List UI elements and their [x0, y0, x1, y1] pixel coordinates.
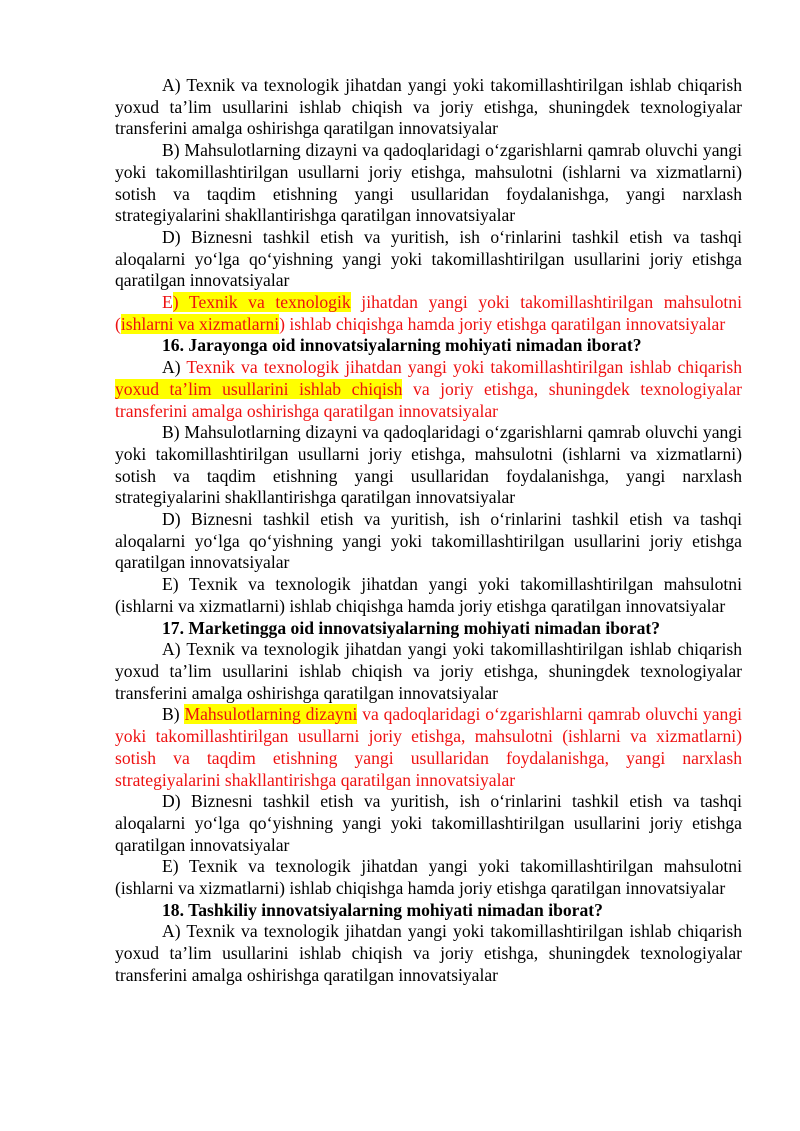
- option-a: A) Texnik va texnologik jihatdan yangi yoki takomillashtirilgan ishlab chiqarish yoxud ta’lim usullarini ishlab chiqish va joriy etishga, shuningdek texnologiyalar transferini amalga oshirishga qaratilgan innovatsiyalar: [115, 639, 742, 703]
- question-16: 16. Jarayonga oid innovatsiyalarning mohiyati nimadan iborat?: [162, 335, 642, 356]
- answer-text: va qadoqlaridagi o‘zgarishlarni qamrab oluvchi yangi yoki takomillashtirilgan usullarni joriy etishga, mahsulotni (ishlarni va xizmatlarni) sotish va taqdim etishning yangi usullaridan foydalanishga, yangi narxlash strategiyalarini shakllantirishga qaratilgan innovatsiyalar: [115, 704, 743, 790]
- highlighted-text: yoxud ta’lim usullarini ishlab chiqish: [115, 378, 403, 399]
- option-e: E) Texnik va texnologik jihatdan yangi yoki takomillashtirilgan mahsulotni (ishlarni va xizmatlarni) ishlab chiqishga hamda joriy etishga qaratilgan innovatsiyalar: [115, 574, 742, 616]
- answer-text: jihatdan yangi yoki takomillashtirilgan mahsulotni (: [115, 292, 742, 334]
- answer-text: Texnik va texnologik jihatdan yangi yoki takomillashtirilgan ishlab chiqarish: [186, 357, 742, 378]
- answer-text: ) ishlab chiqishga hamda joriy etishga qaratilgan innovatsiyalar: [279, 313, 726, 334]
- option-prefix: A): [162, 357, 187, 378]
- answer-text: E: [162, 292, 173, 313]
- option-a: A) Texnik va texnologik jihatdan yangi yoki takomillashtirilgan ishlab chiqarish yoxud ta’lim usullarini ishlab chiqish va joriy etishga, shuningdek texnologiyalar transferini amalga oshirishga qaratilgan innovatsiyalar: [115, 921, 742, 985]
- option-d: D) Biznesni tashkil etish va yuritish, ish o‘rinlarini tashkil etish va tashqi aloqalarni yo‘lga qo‘yishning yangi yoki takomillashtirilgan usullarini joriy etishga qaratilgan innovatsiyalar: [115, 791, 742, 855]
- highlighted-text: ishlarni va xizmatlarni: [120, 313, 280, 334]
- highlighted-text: ) Texnik va texnologik: [172, 292, 351, 313]
- option-a-correct: [115, 357, 742, 422]
- option-d: D) Biznesni tashkil etish va yuritish, ish o‘rinlarini tashkil etish va tashqi aloqalarni yo‘lga qo‘yishning yangi yoki takomillashtirilgan usullarini joriy etishga qaratilgan innovatsiyalar: [115, 509, 742, 573]
- question-17: 17. Marketingga oid innovatsiyalarning mohiyati nimadan iborat?: [162, 617, 661, 638]
- option-e: E) Texnik va texnologik jihatdan yangi yoki takomillashtirilgan mahsulotni (ishlarni va xizmatlarni) ishlab chiqishga hamda joriy etishga qaratilgan innovatsiyalar: [115, 856, 742, 899]
- answer-text: va joriy etishga, shuningdek texnologiyalar transferini amalga oshirishga qaratilgan innovatsiyalar: [115, 378, 742, 421]
- option-b: B) Mahsulotlarning dizayni va qadoqlaridagi o‘zgarishlarni qamrab oluvchi yangi yoki takomillashtirilgan usullarni joriy etishga, mahsulotni (ishlarni va xizmatlarni) sotish va taqdim etishning yangi usullaridan foydalanishga, yangi narxlash strategiyalarini shakllantirishga qaratilgan innovatsiyalar: [115, 140, 742, 226]
- option-e-correct: [115, 292, 742, 335]
- option-d: D) Biznesni tashkil etish va yuritish, ish o‘rinlarini tashkil etish va tashqi aloqalarni yo‘lga qo‘yishning yangi yoki takomillashtirilgan usullarini joriy etishga qaratilgan innovatsiyalar: [115, 226, 742, 291]
- option-a: A) Texnik va texnologik jihatdan yangi yoki takomillashtirilgan ishlab chiqarish yoxud ta’lim usullarini ishlab chiqish va joriy etishga, shuningdek texnologiyalar transferini amalga oshirishga qaratilgan innovatsiyalar: [115, 75, 742, 139]
- option-b-correct: [115, 704, 742, 791]
- document-page: [115, 75, 742, 987]
- option-b: B) Mahsulotlarning dizayni va qadoqlaridagi o‘zgarishlarni qamrab oluvchi yangi yoki takomillashtirilgan usullarni joriy etishga, mahsulotni (ishlarni va xizmatlarni) sotish va taqdim etishning yangi usullaridan foydalanishga, yangi narxlash strategiyalarini shakllantirishga qaratilgan innovatsiyalar: [115, 422, 742, 508]
- option-prefix: B): [162, 704, 185, 725]
- question-18: 18. Tashkiliy innovatsiyalarning mohiyati nimadan iborat?: [162, 899, 603, 920]
- highlighted-text: Mahsulotlarning dizayni: [184, 704, 358, 725]
